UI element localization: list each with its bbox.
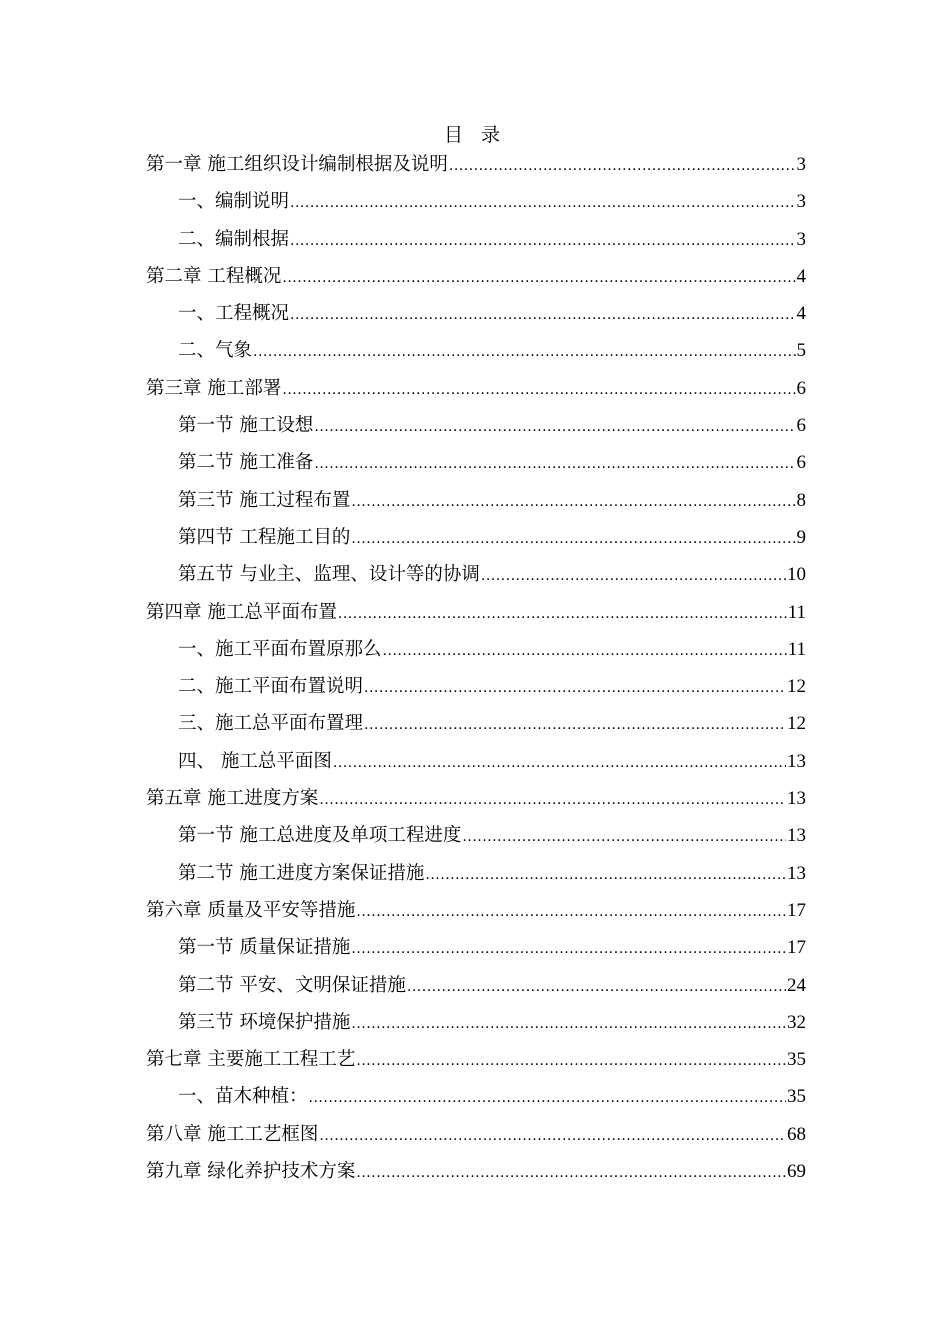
toc-entry-label: 第九章 绿化养护技术方案 bbox=[146, 1161, 356, 1183]
toc-page-number: 32 bbox=[787, 1011, 806, 1033]
toc-dot-leader bbox=[333, 745, 786, 782]
toc-entry-label: 第三章 施工部署 bbox=[146, 377, 282, 399]
toc-section-entry[interactable] bbox=[146, 967, 806, 1004]
toc-entry-label: 第五章 施工进度方案 bbox=[146, 788, 319, 810]
toc-dot-leader bbox=[282, 260, 795, 297]
toc-dot-leader bbox=[319, 782, 786, 819]
toc-chapter-entry[interactable] bbox=[146, 1153, 806, 1190]
toc-entry-label: 第四章 施工总平面布置 bbox=[146, 601, 337, 623]
toc-entry-label: 第五节 与业主、监理、设计等的协调 bbox=[178, 564, 480, 586]
toc-dot-leader bbox=[356, 894, 786, 931]
toc-chapter-entry[interactable] bbox=[146, 370, 806, 407]
toc-entry-label: 第二节 施工准备 bbox=[178, 452, 314, 474]
toc-page-number: 35 bbox=[787, 1049, 806, 1071]
toc-dot-leader bbox=[351, 484, 795, 521]
toc-section-entry[interactable] bbox=[146, 407, 806, 444]
toc-title: 目 录 bbox=[443, 124, 507, 146]
toc-entry-label: 第三节 环境保护措施 bbox=[178, 1011, 351, 1033]
toc-entry-label: 一、施工平面布置原那么 bbox=[178, 638, 382, 660]
toc-page-number: 9 bbox=[796, 526, 806, 548]
toc-dot-leader bbox=[481, 558, 786, 595]
toc-page-number: 3 bbox=[796, 191, 806, 213]
toc-page-number: 5 bbox=[796, 340, 806, 362]
toc-dot-leader bbox=[319, 1118, 786, 1155]
toc-entry-label: 第二节 平安、文明保证措施 bbox=[178, 974, 406, 996]
toc-chapter-entry[interactable] bbox=[146, 594, 806, 631]
toc-section-entry[interactable] bbox=[146, 929, 806, 966]
toc-page-number: 35 bbox=[787, 1086, 806, 1108]
toc-page-number: 12 bbox=[787, 713, 806, 735]
toc-dot-leader bbox=[338, 596, 787, 633]
toc-section-entry[interactable] bbox=[146, 482, 806, 519]
toc-dot-leader bbox=[309, 1080, 786, 1117]
toc-section-entry[interactable] bbox=[146, 519, 806, 556]
toc-dot-leader bbox=[383, 633, 787, 670]
toc-dot-leader bbox=[282, 372, 795, 409]
toc-entry-label: 一、苗木种植： bbox=[178, 1086, 308, 1108]
toc-page-number: 10 bbox=[787, 564, 806, 586]
toc-dot-leader bbox=[449, 148, 796, 185]
toc-entry-label: 第八章 施工工艺框图 bbox=[146, 1123, 319, 1145]
toc-page-number: 24 bbox=[787, 974, 806, 996]
toc-page-number: 11 bbox=[787, 601, 806, 623]
toc-section-entry[interactable] bbox=[146, 295, 806, 332]
toc-entry-label: 第二章 工程概况 bbox=[146, 265, 282, 287]
toc-entry-label: 第七章 主要施工工程工艺 bbox=[146, 1049, 356, 1071]
toc-entry-label: 二、编制根据 bbox=[178, 228, 290, 250]
toc-dot-leader bbox=[290, 223, 795, 260]
toc-dot-leader bbox=[314, 409, 795, 446]
toc-chapter-entry[interactable] bbox=[146, 892, 806, 929]
toc-chapter-entry[interactable] bbox=[146, 780, 806, 817]
toc-dot-leader bbox=[356, 1043, 786, 1080]
toc-entry-label: 二、施工平面布置说明 bbox=[178, 676, 364, 698]
toc-entry-label: 三、施工总平面布置理 bbox=[178, 713, 364, 735]
toc-section-entry[interactable] bbox=[146, 221, 806, 258]
toc-entry-label: 第一节 施工设想 bbox=[178, 415, 314, 437]
toc-dot-leader bbox=[290, 185, 795, 222]
toc-chapter-entry[interactable] bbox=[146, 146, 806, 183]
toc-dot-leader bbox=[253, 334, 795, 371]
toc-dot-leader bbox=[356, 1155, 786, 1192]
toc-page-number: 3 bbox=[796, 154, 806, 175]
toc-section-entry[interactable] bbox=[146, 444, 806, 481]
toc-entry-label: 第四节 工程施工目的 bbox=[178, 526, 351, 548]
toc-page-number: 13 bbox=[787, 750, 806, 772]
toc-page-number: 4 bbox=[796, 265, 806, 287]
toc-section-entry[interactable] bbox=[146, 1078, 806, 1115]
toc-section-entry[interactable] bbox=[146, 817, 806, 854]
toc-page-number: 6 bbox=[796, 415, 806, 437]
toc-entry-label: 一、编制说明 bbox=[178, 191, 290, 213]
toc-entry-label: 第一节 质量保证措施 bbox=[178, 937, 351, 959]
toc-dot-leader bbox=[407, 969, 786, 1006]
toc-dot-leader bbox=[351, 1006, 786, 1043]
toc-dot-leader bbox=[351, 521, 795, 558]
toc-entry-label: 第一节 施工总进度及单项工程进度 bbox=[178, 825, 462, 847]
toc-page-number: 17 bbox=[787, 937, 806, 959]
toc-dot-leader bbox=[462, 819, 786, 856]
toc-page-number: 12 bbox=[787, 676, 806, 698]
toc-page-number: 13 bbox=[787, 788, 806, 810]
toc-page-number: 3 bbox=[796, 228, 806, 250]
toc-page-number: 17 bbox=[787, 899, 806, 921]
toc-page-number: 4 bbox=[796, 303, 806, 325]
toc-dot-leader bbox=[364, 707, 786, 744]
toc-chapter-entry[interactable] bbox=[146, 1116, 806, 1153]
toc-entry-label: 第二节 施工进度方案保证措施 bbox=[178, 862, 425, 884]
toc-list bbox=[146, 146, 806, 1190]
toc-page-number: 69 bbox=[787, 1161, 806, 1183]
toc-section-entry[interactable] bbox=[146, 556, 806, 593]
toc-section-entry[interactable] bbox=[146, 631, 806, 668]
toc-page-number: 13 bbox=[787, 825, 806, 847]
toc-entry-label: 一、工程概况 bbox=[178, 303, 290, 325]
toc-page-number: 11 bbox=[787, 638, 806, 660]
toc-section-entry[interactable] bbox=[146, 705, 806, 742]
toc-dot-leader bbox=[290, 297, 795, 334]
toc-dot-leader bbox=[425, 857, 786, 894]
toc-section-entry[interactable] bbox=[146, 183, 806, 220]
toc-chapter-entry[interactable] bbox=[146, 258, 806, 295]
toc-dot-leader bbox=[364, 670, 786, 707]
toc-dot-leader bbox=[314, 446, 795, 483]
toc-section-entry[interactable] bbox=[146, 332, 806, 369]
toc-page-number: 68 bbox=[787, 1123, 806, 1145]
toc-page-number: 6 bbox=[796, 377, 806, 399]
toc-section-entry[interactable] bbox=[146, 668, 806, 705]
toc-page-number: 8 bbox=[796, 489, 806, 511]
toc-page-number: 13 bbox=[787, 862, 806, 884]
toc-entry-label: 四、 施工总平面图 bbox=[178, 750, 332, 772]
toc-entry-label: 第六章 质量及平安等措施 bbox=[146, 899, 356, 921]
toc-page-number: 6 bbox=[796, 452, 806, 474]
toc-dot-leader bbox=[351, 931, 786, 968]
toc-section-entry[interactable] bbox=[146, 1004, 806, 1041]
toc-entry-label: 第一章 施工组织设计编制根据及说明 bbox=[146, 154, 448, 175]
toc-section-entry[interactable] bbox=[146, 855, 806, 892]
toc-section-entry[interactable] bbox=[146, 743, 806, 780]
toc-entry-label: 第三节 施工过程布置 bbox=[178, 489, 351, 511]
toc-chapter-entry[interactable] bbox=[146, 1041, 806, 1078]
toc-entry-label: 二、气象 bbox=[178, 340, 253, 362]
